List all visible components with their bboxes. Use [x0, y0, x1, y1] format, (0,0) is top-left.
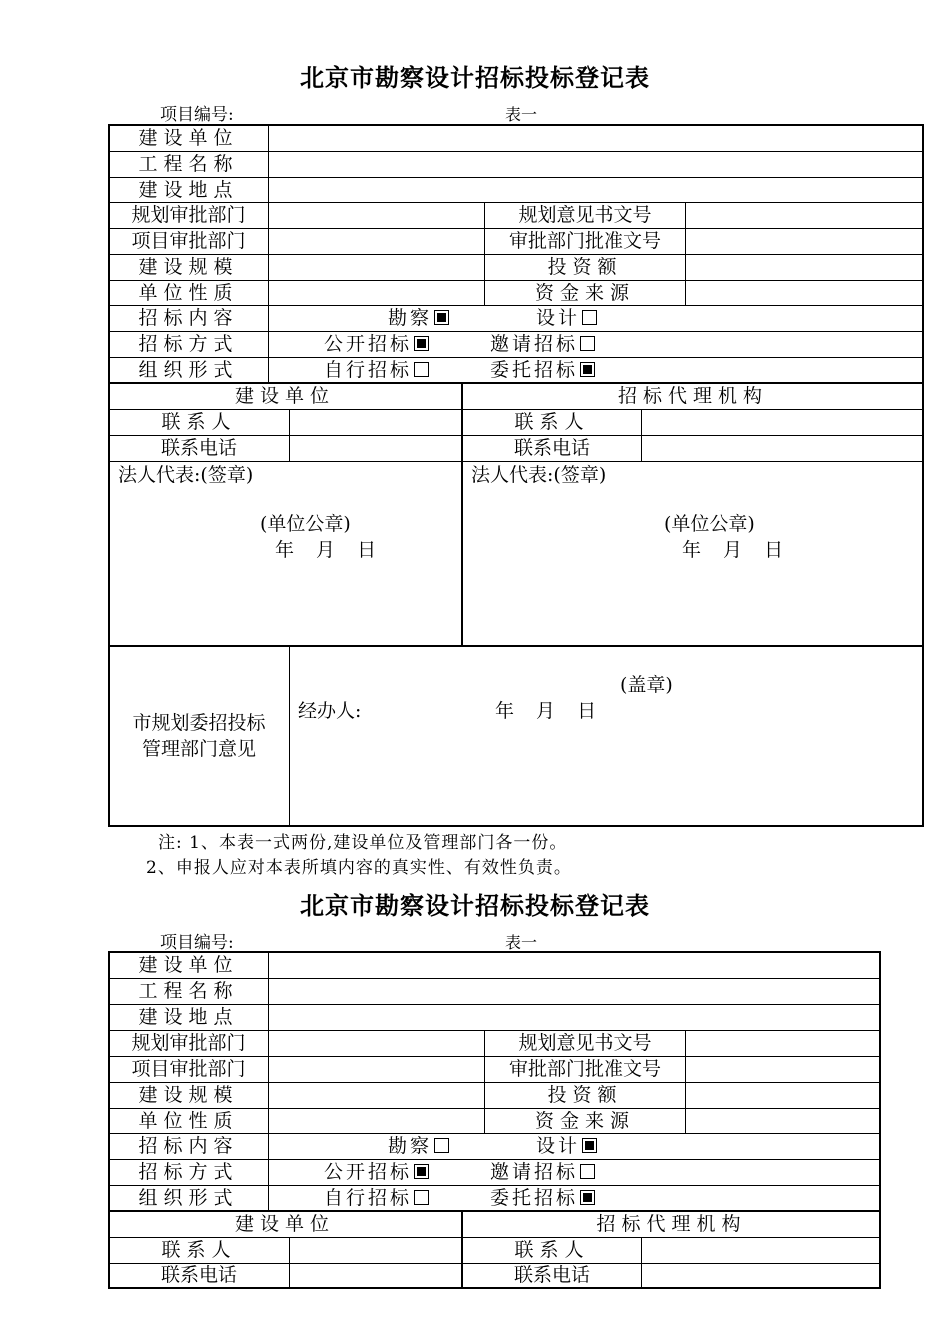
opinion-seal: (盖章) — [620, 674, 673, 696]
note-2: 2、申报人应对本表所填内容的真实性、有效性负责。 — [146, 858, 572, 878]
label-org: 组织形式 — [138, 359, 239, 381]
label-planning-dept: 规划审批部门 — [131, 204, 246, 226]
opinion-handler: 经办人: — [298, 700, 362, 722]
label-build-site: 建设地点 — [138, 1006, 239, 1028]
label-content: 招标内容 — [138, 1135, 239, 1157]
option-entrust[interactable]: 委托招标 — [490, 1185, 595, 1211]
checkbox-entrust[interactable] — [580, 362, 595, 377]
project-number-label: 项目编号: — [160, 933, 234, 953]
checkbox-invite[interactable] — [580, 336, 595, 351]
right-contact-phone: 联系电话 — [513, 1264, 590, 1286]
opinion-label-line1: 市规划委招投标 — [132, 712, 266, 734]
table-number: 表一 — [505, 933, 538, 952]
contact-right-header: 招标代理机构 — [617, 385, 768, 407]
label-scale: 建设规模 — [138, 1084, 239, 1106]
label-unit-nature: 单位性质 — [138, 282, 239, 304]
left-seal: (单位公章) — [260, 513, 351, 535]
option-invite[interactable]: 邀请招标 — [490, 1159, 595, 1185]
option-entrust[interactable]: 委托招标 — [490, 357, 595, 383]
left-contact-person: 联系人 — [161, 411, 237, 433]
checkbox-self[interactable] — [414, 1190, 429, 1205]
table-number: 表一 — [505, 105, 538, 124]
label-approval-doc: 审批部门批准文号 — [508, 1058, 661, 1080]
label-planning-doc: 规划意见书文号 — [518, 204, 652, 226]
checkbox-design[interactable] — [582, 1138, 597, 1153]
left-date: 年 月 日 — [275, 539, 385, 561]
option-self[interactable]: 自行招标 — [324, 1185, 429, 1211]
left-contact-person: 联系人 — [161, 1239, 237, 1261]
label-method: 招标方式 — [138, 1161, 239, 1183]
checkbox-survey[interactable] — [434, 310, 449, 325]
option-self[interactable]: 自行招标 — [324, 357, 429, 383]
label-project-dept: 项目审批部门 — [131, 1058, 246, 1080]
checkbox-self[interactable] — [414, 362, 429, 377]
option-design[interactable]: 设计 — [536, 1133, 597, 1159]
label-build-unit: 建设单位 — [138, 954, 239, 976]
label-fund-source: 资金来源 — [534, 282, 635, 304]
form-title: 北京市勘察设计招标投标登记表 — [300, 892, 650, 920]
checkbox-entrust[interactable] — [580, 1190, 595, 1205]
label-approval-doc: 审批部门批准文号 — [508, 230, 661, 252]
checkbox-survey[interactable] — [434, 1138, 449, 1153]
label-project-name: 工程名称 — [138, 153, 239, 175]
label-planning-doc: 规划意见书文号 — [518, 1032, 652, 1054]
option-public[interactable]: 公开招标 — [324, 331, 429, 357]
label-project-dept: 项目审批部门 — [131, 230, 246, 252]
checkbox-invite[interactable] — [580, 1164, 595, 1179]
left-legal-rep: 法人代表:(签章) — [118, 464, 254, 486]
label-build-unit: 建设单位 — [138, 127, 239, 149]
label-org: 组织形式 — [138, 1187, 239, 1209]
project-number-label: 项目编号: — [160, 105, 234, 125]
right-contact-person: 联系人 — [514, 1239, 590, 1261]
right-seal: (单位公章) — [664, 513, 755, 535]
label-content: 招标内容 — [138, 307, 239, 329]
left-contact-phone: 联系电话 — [160, 437, 237, 459]
contact-left-header: 建设单位 — [234, 1213, 335, 1235]
checkbox-design[interactable] — [582, 310, 597, 325]
option-survey[interactable]: 勘察 — [388, 1133, 449, 1159]
option-design[interactable]: 设计 — [536, 305, 597, 331]
option-public[interactable]: 公开招标 — [324, 1159, 429, 1185]
opinion-date: 年 月 日 — [495, 700, 605, 722]
right-date: 年 月 日 — [682, 539, 792, 561]
left-contact-phone: 联系电话 — [160, 1264, 237, 1286]
label-investment: 投资额 — [547, 1084, 623, 1106]
option-survey[interactable]: 勘察 — [388, 305, 449, 331]
form-title: 北京市勘察设计招标投标登记表 — [300, 64, 650, 92]
label-method: 招标方式 — [138, 333, 239, 355]
right-legal-rep: 法人代表:(签章) — [471, 464, 607, 486]
label-investment: 投资额 — [547, 256, 623, 278]
contact-left-header: 建设单位 — [234, 385, 335, 407]
label-scale: 建设规模 — [138, 256, 239, 278]
label-build-site: 建设地点 — [138, 179, 239, 201]
checkbox-public[interactable] — [414, 1164, 429, 1179]
label-unit-nature: 单位性质 — [138, 1110, 239, 1132]
note-1: 注: 1、本表一式两份,建设单位及管理部门各一份。 — [158, 833, 568, 853]
label-project-name: 工程名称 — [138, 980, 239, 1002]
right-contact-phone: 联系电话 — [513, 437, 590, 459]
option-invite[interactable]: 邀请招标 — [490, 331, 595, 357]
label-planning-dept: 规划审批部门 — [131, 1032, 246, 1054]
contact-right-header: 招标代理机构 — [596, 1213, 747, 1235]
label-fund-source: 资金来源 — [534, 1110, 635, 1132]
checkbox-public[interactable] — [414, 336, 429, 351]
right-contact-person: 联系人 — [514, 411, 590, 433]
opinion-label-line2: 管理部门意见 — [141, 738, 256, 760]
